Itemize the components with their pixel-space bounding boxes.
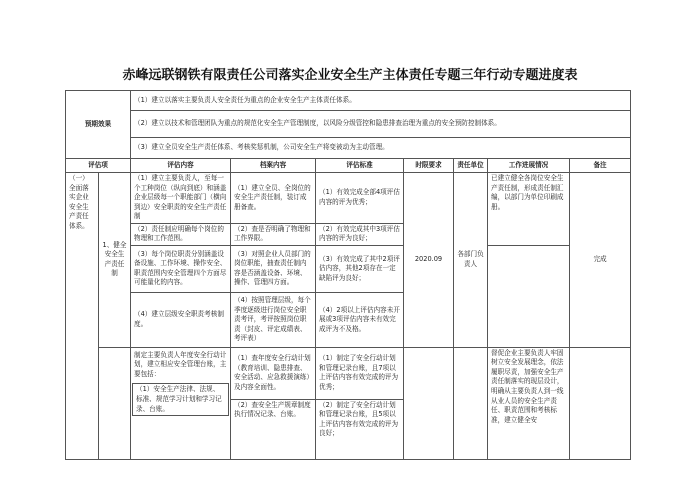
expected-item-1: （1）建立以落实主要负责人安全责任为重点的企业安全生产主体责任体系。 — [131, 91, 631, 111]
evidence-cell: （1）建立全员、全岗位的安全生产责任制，装订成册备查。 — [231, 173, 316, 224]
content-cell: （2）责任制应明确每个岗位的物理和工作范围。 — [131, 223, 231, 245]
unit-cell: 各部门负责人 — [454, 173, 488, 348]
remark-empty-cell — [570, 347, 631, 459]
expected-row-3 — [66, 138, 631, 159]
header-remark: 备注 — [570, 159, 631, 173]
expected-row-1 — [66, 91, 631, 111]
content-cell: （1）建立主要负责人，至每一个工种岗位（纵向到底）和涵盖企业层级每一个职能部门（横向到边）安全职责的安全生产责任制 — [131, 173, 231, 224]
deadline-cell: 2020.09 — [404, 173, 454, 348]
content-cell — [131, 347, 231, 459]
header-deadline: 时限要求 — [404, 159, 454, 173]
standard-cell: （4）2项以上评估内容未开展或3项评估内容未有效完成评为不及格。 — [316, 292, 404, 347]
unit-empty-cell — [454, 347, 488, 459]
progress-empty-cell — [488, 245, 570, 347]
content-cell: （3）每个岗位职责分别涵盖设备设施、工作环境、操作安全、职责范围内安全管理四个方面尽可能量化的内容。 — [131, 245, 231, 292]
header-item: 评估项 — [66, 159, 131, 173]
header-content: 评估内容 — [131, 159, 231, 173]
table-row — [66, 347, 631, 399]
table-row — [66, 245, 631, 292]
sub-item: 1、健全安全生产责任制 — [99, 173, 131, 348]
standard-cell: （2）有效完成其中3项评估内容的评为良好； — [316, 223, 404, 245]
evidence-cell: （4）按照管理层级，每个季度逐级进行岗位安全职责考评，考评按照岗位职责（封皮、评定成绩表、考评表） — [231, 292, 316, 347]
progress-cell: 已建立健全各岗位安全生产责任制，形成责任制汇编，以部门为单位印刷成册。 — [488, 173, 570, 246]
evidence-cell: （2）查是否明确了物理和工作界限。 — [231, 223, 316, 245]
standard-cell: （3）有效完成了其中2项评估内容，其他2项存在一定缺陷评为良好； — [316, 245, 404, 292]
expected-item-3: （3）建立全员安全生产责任体系、考核奖惩机制，公司安全生产将变被动为主动管理。 — [131, 138, 631, 159]
deadline-empty-cell — [404, 347, 454, 459]
evidence-cell: （1）查年度安全行动计划（教育培训、隐患排查、安全活动、应急救援演练）及内容全面性。 — [231, 347, 316, 399]
remark-cell: 完成 — [570, 173, 631, 348]
standard-cell: （1）有效完成全部4项评估内容的评为优秀； — [316, 173, 404, 224]
header-evidence: 档案内容 — [231, 159, 316, 173]
header-unit: 责任单位 — [454, 159, 488, 173]
evidence-cell: （3）对照企业人员部门的岗位职能，抽查责任制内容是否涵盖设备、环境、操作、管理四方面。 — [231, 245, 316, 292]
document-title: 赤峰远联钢铁有限责任公司落实企业安全生产主体责任专题三年行动专题进度表 — [122, 68, 578, 83]
progress-cell: 督促企业主要负责人牢固树立安全发展理念，依法履职尽责，加强安全生产责任制落实的现层设计，明确从主要负责人到一线从业人员的安全生产责任、职责范围和考核标准，建立健全安 — [488, 347, 570, 459]
content-cell: （4）建立层级安全职责考核制度。 — [131, 292, 231, 347]
header-progress: 工作进展情况 — [488, 159, 570, 173]
standard-cell: （2）制定了安全行动计划和管理记录台账，且5项以上评估内容有效完成的评为良好； — [316, 399, 404, 459]
header-standard: 评估标准 — [316, 159, 404, 173]
evidence-cell: （2）查安全生产规章制度执行情况记录、台账。 — [231, 399, 316, 459]
sub-item-empty — [99, 347, 131, 459]
content-intro: 制定主要负责人年度安全行动计划，建立相应安全管理台账，主要包括： — [134, 350, 227, 378]
expected-row-2 — [66, 111, 631, 138]
standard-cell: （1）制定了安全行动计划和管理记录台账，且7项以上评估内容有效完成的评为优秀； — [316, 347, 404, 399]
main-item: （一）全面落实企业安全生产责任体系。 — [66, 173, 99, 460]
expected-label: 预期效果 — [66, 91, 131, 159]
expected-item-2: （2）建立以技术和管理团队为重点的规范化安全生产管理制度，以风险分级管控和隐患排查治理为重点的安全预防控制体系。 — [131, 111, 631, 138]
table-row — [66, 173, 631, 224]
progress-table — [65, 90, 631, 460]
header-row — [66, 159, 631, 173]
content-item: （1）安全生产法律、法规、标准、规范学习计划和学习记录、台账。 — [132, 383, 229, 416]
